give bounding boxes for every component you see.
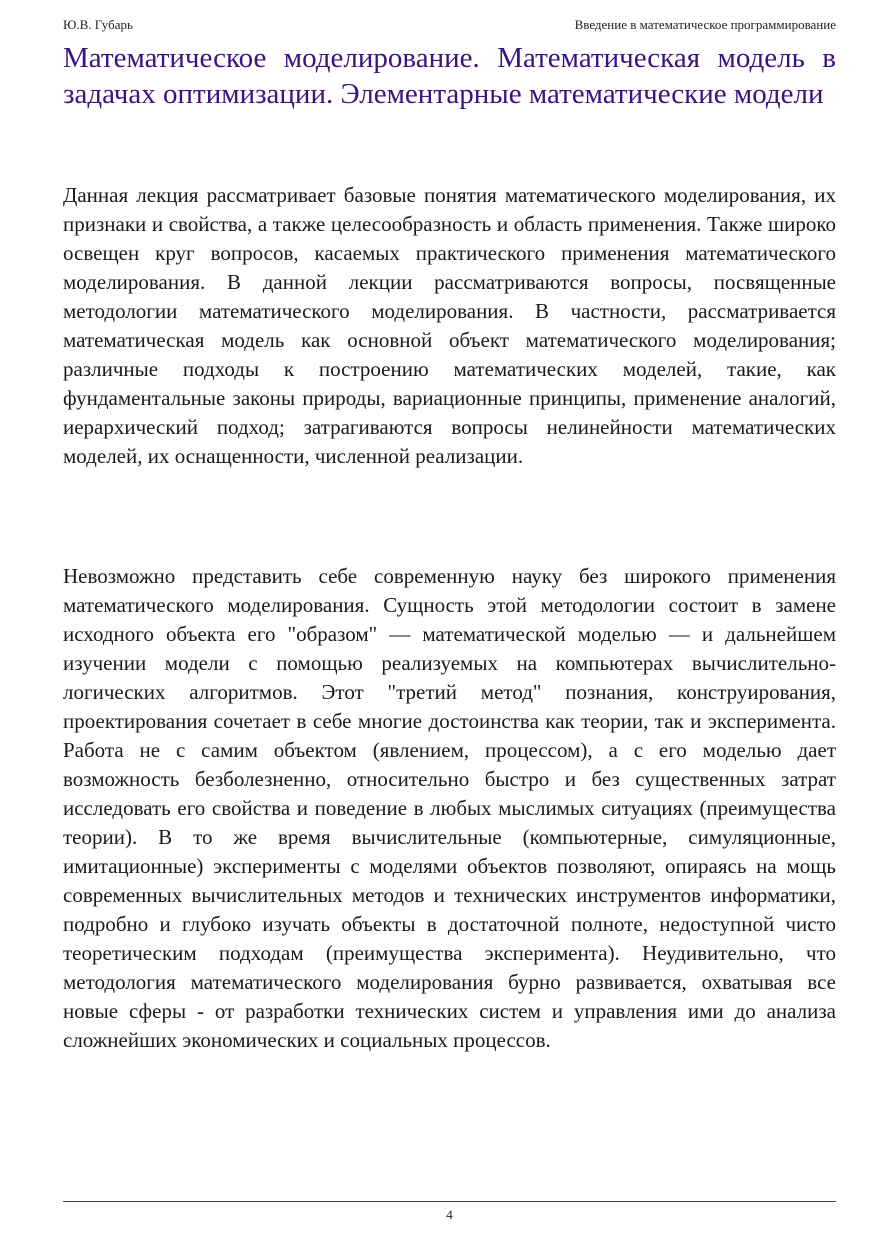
header-course-title: Введение в математическое программирование [574,17,836,32]
lecture-title: Математическое моделирование. Математическая модель в задачах оптимизации. Элементарные математические модели [63,42,836,110]
paragraph-body: Невозможно представить себе современную науку без широкого применения математического моделирования. Сущность этой методологии состоит в замене исходного объекта его "образом" — математической моделью — и дальнейшем изучении модели с помощью реализуемых на компьютерах вычислительно-логических алгоритмов. Этот "третий метод" познания, конструирования, проектирования сочетает в себе многие достоинства как теории, так и эксперимента. Работа не с самим объектом (явлением, процессом), а с его моделью дает возможность безболезненно, относительно быстро и без существенных затрат исследовать его свойства и поведение в любых мыслимых ситуациях (преимущества теории). В то же время вычислительные (компьютерные, симуляционные, имитационные) эксперименты с моделями объектов позволяют, опираясь на мощь современных вычислительных методов и технических инструментов информатики, подробно и глубоко изучать объекты в достаточной полноте, недоступной чисто теоретическим подходам (преимущества эксперимента). Неудивительно, что методология математического моделирования бурно развивается, охватывая все новые сферы - от разработки технических систем и управления ими до анализа сложнейших экономических и социальных процессов. [63,564,836,1052]
paragraph-intro: Данная лекция рассматривает базовые понятия математического моделирования, их признаки и свойства, а также целесообразность и область применения. Также широко освещен круг вопросов, касаемых практического применения математического моделирования. В данной лекции рассматриваются вопросы, посвященные методологии математического моделирования. В частности, рассматривается математическая модель как основной объект математического моделирования; различные подходы к построению математических моделей, такие, как фундаментальные законы природы, вариационные принципы, применение аналогий, иерархический подход; затрагиваются вопросы нелинейности математических моделей, их оснащенности, численной реализации. [63,183,836,468]
header-author: Ю.В. Губарь [63,17,133,32]
document-page [63,0,836,1241]
running-header [63,16,836,33]
page-number: 4 [446,1207,453,1222]
footer-divider [63,1201,836,1202]
